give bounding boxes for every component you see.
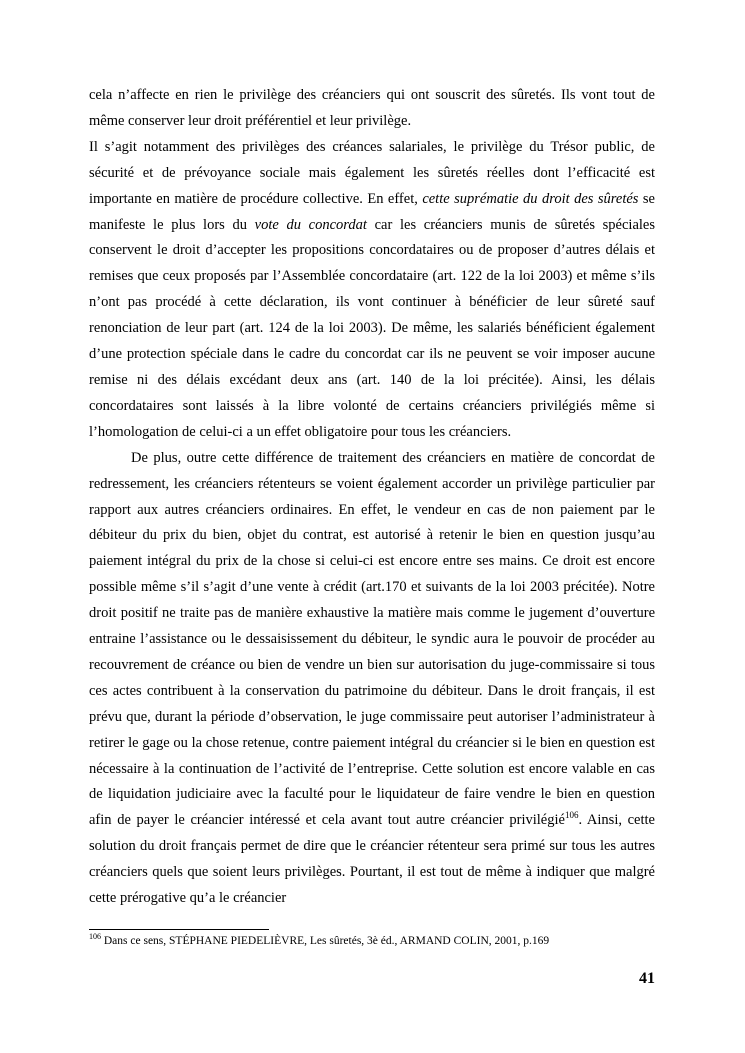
- footnote-ref: 106: [564, 810, 579, 821]
- paragraph-2: [89, 135, 655, 446]
- emphasis-text: cette suprématie du droit des sûretés: [422, 190, 639, 207]
- paragraph-3: [89, 446, 655, 912]
- paragraph-text: De plus, outre cette différence de traitement des créanciers en matière de concordat de redressement, les créanciers rétenteurs se voient également accorder un privilège particulier par rapport aux autres créanciers ordinaires. En effet, le vendeur en cas de non paiement par le débiteur du prix du bien, objet du contrat, est autorisé à retenir le bien en question jusqu’au paiement intégral du prix de la chose si celui-ci est encore entre ses mains. Ce droit est encore possible même s’il s’agit d’une vente à crédit (art.170 et suivants de la loi 2003 précitée). Notre droit positif ne traite pas de manière exhaustive la matière mais comme le jugement d’ouverture entraine l’assistance ou le dessaisissement du débiteur, le syndic aura le pouvoir de procéder au recouvrement de créance ou bien de vendre un bien sur autorisation du juge-commissaire si tous ces actes contribuent à la conservation du patrimoine du débiteur. Dans le droit français, il est prévu que, durant la période d’observation, le juge commissaire peut autoriser l’administrateur à retirer le gage ou la chose retenue, contre paiement intégral du créancier si le bien en question est nécessaire à la continuation de l’activité de l’entreprise. Cette solution est encore valable en cas de liquidation judiciaire avec la faculté pour le liquidateur de faire vendre le bien en question afin de payer le créancier intéressé et cela avant tout autre créancier privilégié: [89, 449, 655, 829]
- footnote: [89, 933, 689, 949]
- emphasis-text: vote du concordat: [254, 216, 367, 233]
- paragraph-text: car les créanciers munis de sûretés spéciales conservent le droit d’accepter les propositions concordataires ou de proposer d’autres délais et remises que ceux proposés par l’Assemblée concordataire (art. 122 de la loi 2003) et même s’ils n’ont pas procédé à cette déclaration, ils vont continuer à bénéficier de leur sûreté sauf renonciation de leur part (art. 124 de la loi 2003). De même, les salariés bénéficient également d’une protection spéciale dans le cadre du concordat car ils ne peuvent se voir imposer aucune remise ni des délais excédant deux ans (art. 140 de la loi précitée). Ainsi, les délais concordataires sont laissés à la libre volonté de certains créanciers privilégiés même si l’homologation de celui-ci a un effet obligatoire pour tous les créanciers.: [89, 216, 655, 440]
- footnote-number: 106: [89, 932, 101, 942]
- paragraph-text: . Ainsi, cette solution du droit français permet de dire que le créancier rétenteur sera primé sur tous les autres créanciers quels que soient leurs privilèges. Pourtant, il est tout de même à indiquer que malgré cette prérogative qu’a le créancier: [89, 812, 655, 907]
- paragraph-text: Il s’agit notamment des privilèges des créances salariales, le privilège du Trésor public, de sécurité et de prévoyance sociale mais également les sûretés réelles dont l’efficacité est importante en matière de procédure collective. En effet,: [89, 138, 655, 207]
- footnote-separator: [89, 929, 269, 930]
- page-number: 41: [639, 970, 655, 987]
- paragraph-text: se manifeste le plus lors du: [89, 190, 655, 233]
- paragraph-1: [89, 83, 655, 135]
- footnote-text: Dans ce sens, STÉPHANE PIEDELIÈVRE, Les sûretés, 3è éd., ARMAND COLIN, 2001, p.169: [101, 935, 550, 947]
- page-body: [89, 83, 655, 912]
- paragraph-text: cela n’affecte en rien le privilège des créanciers qui ont souscrit des sûretés. Ils vont tout de même conserver leur droit préférentiel et leur privilège.: [89, 87, 655, 129]
